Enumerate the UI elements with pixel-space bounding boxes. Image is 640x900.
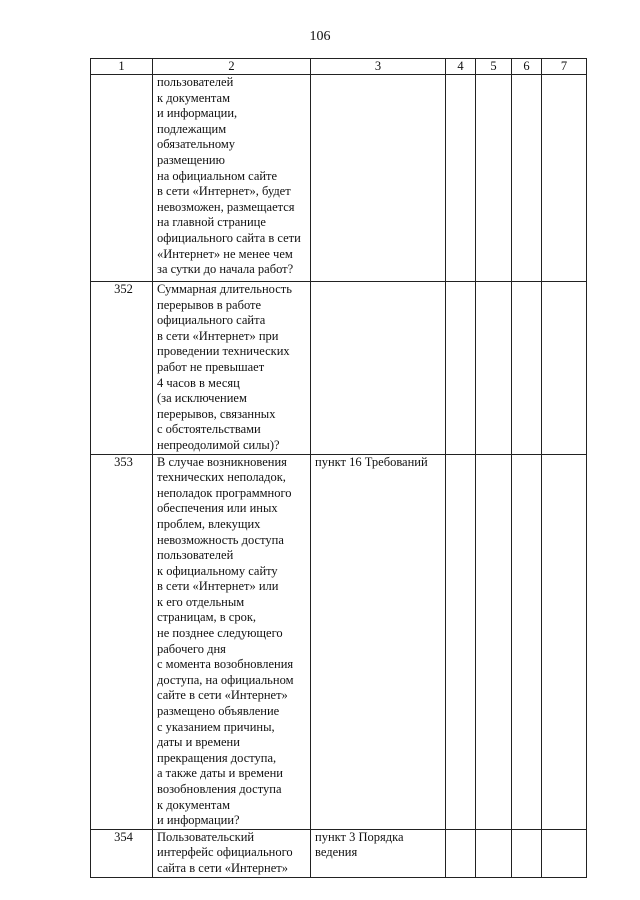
legal-reference: пункт 16 Требований — [311, 454, 446, 829]
row-number: 354 — [91, 829, 153, 877]
answer-cell-6 — [512, 454, 542, 829]
header-row — [91, 59, 587, 75]
answer-cell-4 — [446, 75, 476, 282]
table-row — [91, 454, 587, 829]
legal-reference: пункт 3 Порядка ведения — [311, 829, 446, 877]
legal-reference — [311, 75, 446, 282]
table-row — [91, 829, 587, 877]
answer-cell-5 — [476, 282, 512, 455]
answer-cell-6 — [512, 282, 542, 455]
question-text: Пользовательский интерфейс официального сайта в сети «Интернет» — [153, 829, 311, 877]
row-number: 352 — [91, 282, 153, 455]
table-row — [91, 282, 587, 455]
answer-cell-7 — [542, 282, 587, 455]
checklist-table — [90, 58, 587, 878]
answer-cell-6 — [512, 75, 542, 282]
answer-cell-7 — [542, 454, 587, 829]
question-text: В случае возникновения технических неполадок, неполадок программного обеспечения или иных проблем, влекущих невозможность доступа пользователей к официальному сайту в сети «Интернет» или к его отдельным страницам, в срок, не позднее следующего рабочего дня с момента возобновления доступа, на официальном сайте в сети «Интернет» размещено объявление с указанием причины, даты и времени прекращения доступа, а также даты и времени возобновления доступа к документам и информации? — [153, 454, 311, 829]
column-header-5: 5 — [476, 59, 512, 75]
answer-cell-4 — [446, 454, 476, 829]
answer-cell-7 — [542, 829, 587, 877]
answer-cell-7 — [542, 75, 587, 282]
column-header-6: 6 — [512, 59, 542, 75]
question-text: пользователей к документам и информации, подлежащим обязательному размещению на официальном сайте в сети «Интернет», будет невозможен, размещается на главной странице официального сайта в сети «Интернет» не менее чем за сутки до начала работ? — [153, 75, 311, 282]
column-header-2: 2 — [153, 59, 311, 75]
answer-cell-4 — [446, 282, 476, 455]
table-row — [91, 75, 587, 282]
answer-cell-5 — [476, 454, 512, 829]
column-header-1: 1 — [91, 59, 153, 75]
answer-cell-4 — [446, 829, 476, 877]
row-number — [91, 75, 153, 282]
page-number: 106 — [309, 29, 331, 44]
column-header-7: 7 — [542, 59, 587, 75]
answer-cell-6 — [512, 829, 542, 877]
column-header-4: 4 — [446, 59, 476, 75]
answer-cell-5 — [476, 75, 512, 282]
answer-cell-5 — [476, 829, 512, 877]
column-header-3: 3 — [311, 59, 446, 75]
row-number: 353 — [91, 454, 153, 829]
question-text: Суммарная длительность перерывов в работе официального сайта в сети «Интернет» при проведении технических работ не превышает 4 часов в месяц (за исключением перерывов, связанных с обстоятельствами непреодолимой силы)? — [153, 282, 311, 455]
legal-reference — [311, 282, 446, 455]
